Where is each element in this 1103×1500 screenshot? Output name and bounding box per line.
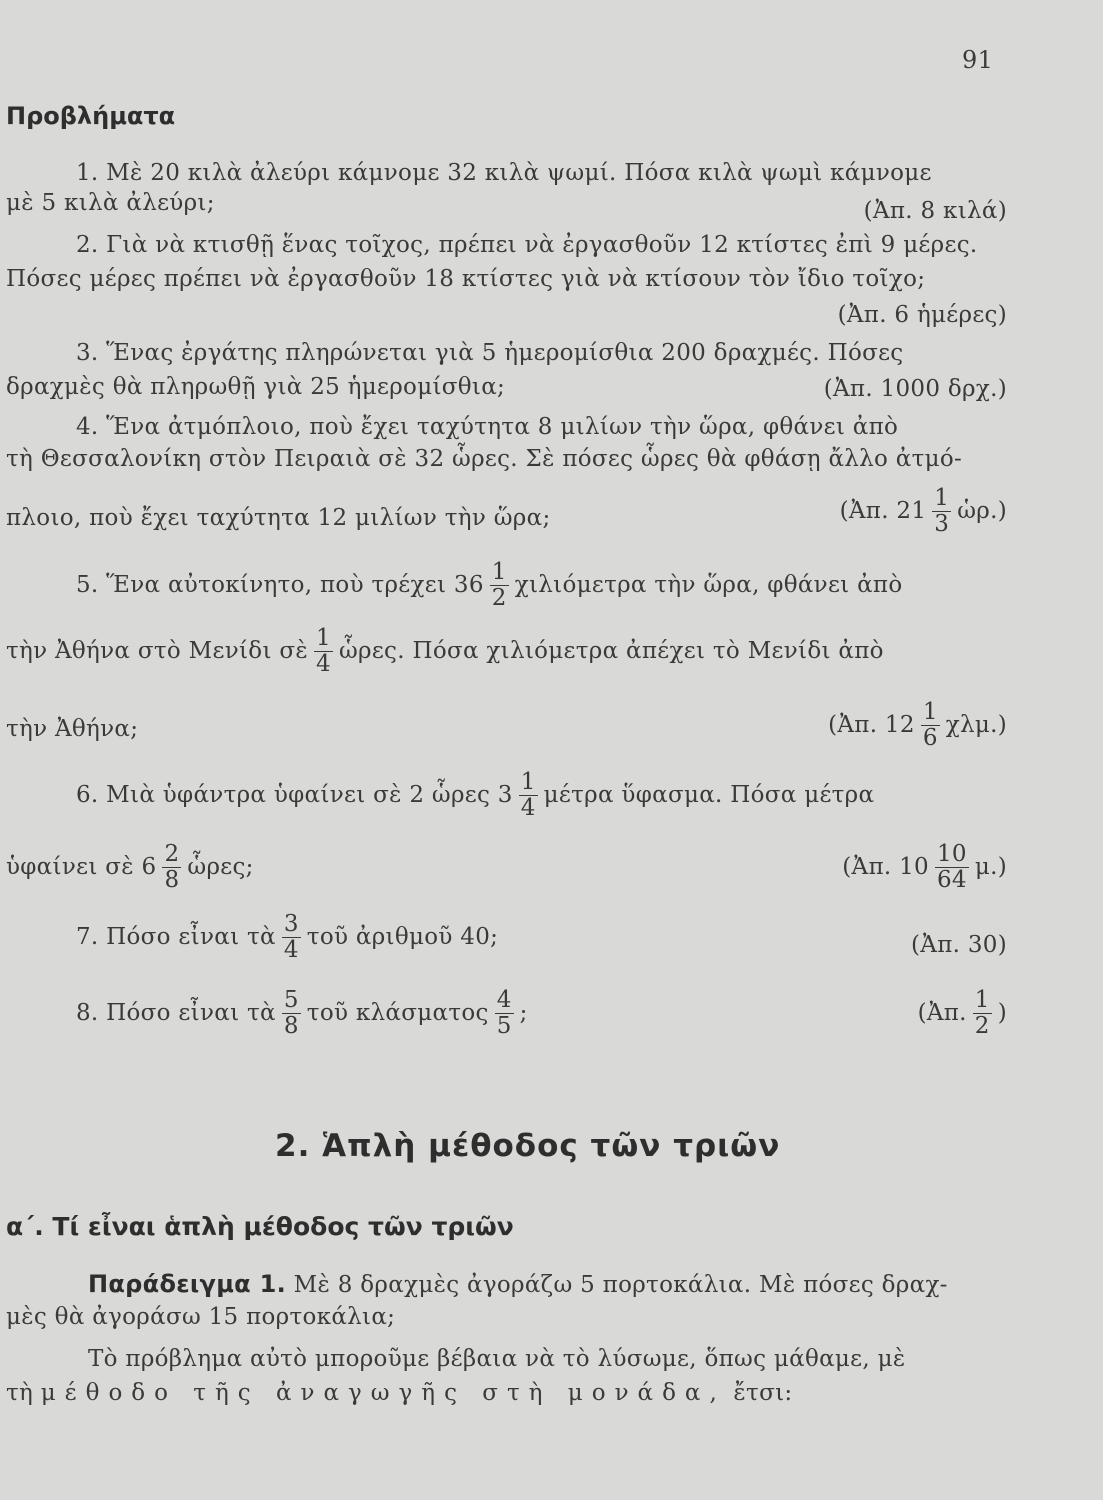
fraction-denominator: 4: [283, 937, 299, 964]
answer-text: ὡρ.): [957, 497, 1007, 524]
answer: (Ἀπ. 1000 δρχ.): [823, 376, 1007, 402]
text-run: 6. Μιὰ ὑφάντρα ὑφαίνει σὲ 2 ὧρες 3: [76, 781, 513, 808]
fraction-numerator: 1: [922, 699, 938, 725]
text-run: τὴ: [6, 1380, 34, 1406]
problem-line: [6, 626, 884, 678]
answer: (Ἀπ. 8 κιλά): [863, 198, 1007, 224]
answer: [828, 700, 1007, 752]
problem-line: δραχμὲς θὰ πληρωθῇ γιὰ 25 ἡμερομίσθια;: [6, 374, 506, 400]
answer: [842, 842, 1007, 894]
fraction-denominator: 64: [936, 867, 967, 894]
text-run: Μὲ 8 δραχμὲς ἀγοράζω 5 πορτοκάλια. Μὲ πόσες δραχ-: [293, 1272, 948, 1298]
fraction: [519, 770, 538, 822]
fraction-numerator: 1: [934, 485, 950, 511]
page-number: 91: [962, 46, 994, 74]
text-run: τοῦ ἀριθμοῦ 40;: [306, 923, 499, 950]
example-line: Τὸ πρόβλημα αὐτὸ μποροῦμε βέβαια νὰ τὸ λύσωμε, ὅπως μάθαμε, μὲ: [88, 1346, 906, 1372]
fraction-numerator: 2: [164, 841, 180, 867]
answer-text: (Ἀπ. 10: [842, 853, 929, 880]
fraction-denominator: 4: [316, 651, 331, 678]
text-run: 8. Πόσο εἶναι τὰ: [76, 999, 276, 1026]
problem-line: [76, 560, 903, 612]
problem-line: [76, 770, 874, 822]
text-run: τὴν Ἀθήνα στὸ Μενίδι σὲ: [6, 637, 309, 664]
answer-text: (Ἀπ. 21: [839, 497, 927, 524]
problem-line: 3. Ἕνας ἐργάτης πληρώνεται γιὰ 5 ἡμερομίσθια 200 δραχμές. Πόσες: [76, 340, 904, 366]
fraction-numerator: 1: [974, 987, 990, 1013]
example-label: Παράδειγμα 1.: [88, 1270, 287, 1298]
text-run: μέτρα ὕφασμα. Πόσα μέτρα: [543, 781, 875, 808]
fraction-denominator: 6: [922, 725, 938, 752]
text-run: 5. Ἕνα αὐτοκίνητο, ποὺ τρέχει 36: [76, 571, 484, 598]
fraction: [490, 560, 509, 612]
fraction: [162, 842, 181, 894]
fraction-denominator: 2: [491, 585, 507, 612]
fraction-denominator: 5: [496, 1013, 512, 1040]
section-heading: Προβλήματα: [6, 102, 176, 130]
chapter-title: 2. Ἁπλὴ μέθοδος τῶν τριῶν: [275, 1128, 781, 1164]
answer: [918, 988, 1007, 1040]
problem-line: [6, 842, 254, 894]
example-line: [6, 1380, 792, 1406]
text-run: χιλιόμετρα τὴν ὥρα, φθάνει ἀπὸ: [514, 571, 903, 598]
answer-text: (Ἀπ. 12: [828, 711, 915, 738]
text-run: ἔτσι:: [733, 1380, 793, 1406]
problem-line: 1. Μὲ 20 κιλὰ ἀλεύρι κάμνομε 32 κιλὰ ψωμί. Πόσα κιλὰ ψωμὶ κάμνομε: [76, 160, 932, 186]
fraction: [314, 626, 333, 678]
answer: [840, 486, 1007, 538]
problem-line: 2. Γιὰ νὰ κτισθῇ ἕνας τοῖχος, πρέπει νὰ ἐργασθοῦν 12 κτίστες ἐπὶ 9 μέρες.: [76, 232, 978, 258]
answer-text: χλμ.): [945, 711, 1007, 738]
fraction-numerator: 10: [936, 841, 967, 867]
answer-text: μ.): [974, 853, 1007, 880]
fraction-numerator: 1: [491, 559, 507, 585]
answer-text: (Ἀπ.: [917, 999, 967, 1026]
text-run: 7. Πόσο εἶναι τὰ: [76, 923, 276, 950]
fraction: [282, 912, 301, 964]
fraction-denominator: 8: [164, 867, 180, 894]
spaced-text: μέθοδο τῆς ἀναγωγῆς στὴ μονάδα,: [40, 1380, 726, 1406]
text-run: ὧρες. Πόσα χιλιόμετρα ἀπέχει τὸ Μενίδι ἀπὸ: [338, 637, 884, 664]
problem-line: [76, 988, 528, 1040]
problem-line: 4. Ἕνα ἀτμόπλοιο, ποὺ ἔχει ταχύτητα 8 μιλίων τὴν ὥρα, φθάνει ἀπὸ: [76, 414, 899, 440]
problem-line: [76, 912, 498, 964]
text-run: ;: [519, 999, 528, 1026]
fraction-denominator: 3: [934, 511, 950, 538]
fraction-denominator: 4: [520, 795, 536, 822]
fraction-numerator: 3: [283, 911, 299, 937]
fraction-numerator: 4: [496, 987, 512, 1013]
fraction: [973, 988, 992, 1040]
fraction: [932, 486, 951, 538]
fraction: [921, 700, 940, 752]
fraction-numerator: 5: [283, 987, 299, 1013]
text-run: ὧρες;: [187, 853, 254, 880]
fraction: [282, 988, 301, 1040]
fraction-numerator: 1: [316, 625, 331, 651]
subsection-title: α΄. Τί εἶναι ἁπλὴ μέθοδος τῶν τριῶν: [6, 1212, 514, 1241]
answer-text: ): [997, 999, 1007, 1026]
fraction: [935, 842, 969, 894]
answer: (Ἀπ. 30): [911, 932, 1007, 958]
text-run: ὑφαίνει σὲ 6: [6, 853, 157, 880]
text-run: τοῦ κλάσματος: [306, 999, 489, 1026]
example-line: μὲς θὰ ἀγοράσω 15 πορτοκάλια;: [6, 1304, 396, 1330]
problem-line: μὲ 5 κιλὰ ἀλεύρι;: [6, 190, 215, 216]
fraction: [495, 988, 514, 1040]
fraction-denominator: 2: [974, 1013, 990, 1040]
fraction-numerator: 1: [520, 769, 536, 795]
example-line: [88, 1270, 948, 1298]
fraction-denominator: 8: [283, 1013, 299, 1040]
problem-line: τὴ Θεσσαλονίκη στὸν Πειραιὰ σὲ 32 ὧρες. Σὲ πόσες ὧρες θὰ φθάσῃ ἄλλο ἀτμό-: [6, 446, 963, 472]
answer: (Ἀπ. 6 ἡμέρες): [837, 302, 1007, 328]
problem-line: Πόσες μέρες πρέπει νὰ ἐργασθοῦν 18 κτίστες γιὰ νὰ κτίσουν τὸν ἴδιο τοῖχο;: [6, 266, 926, 292]
problem-line: τὴν Ἀθήνα;: [6, 716, 139, 742]
problem-line: πλοιο, ποὺ ἔχει ταχύτητα 12 μιλίων τὴν ὥρα;: [6, 505, 551, 531]
